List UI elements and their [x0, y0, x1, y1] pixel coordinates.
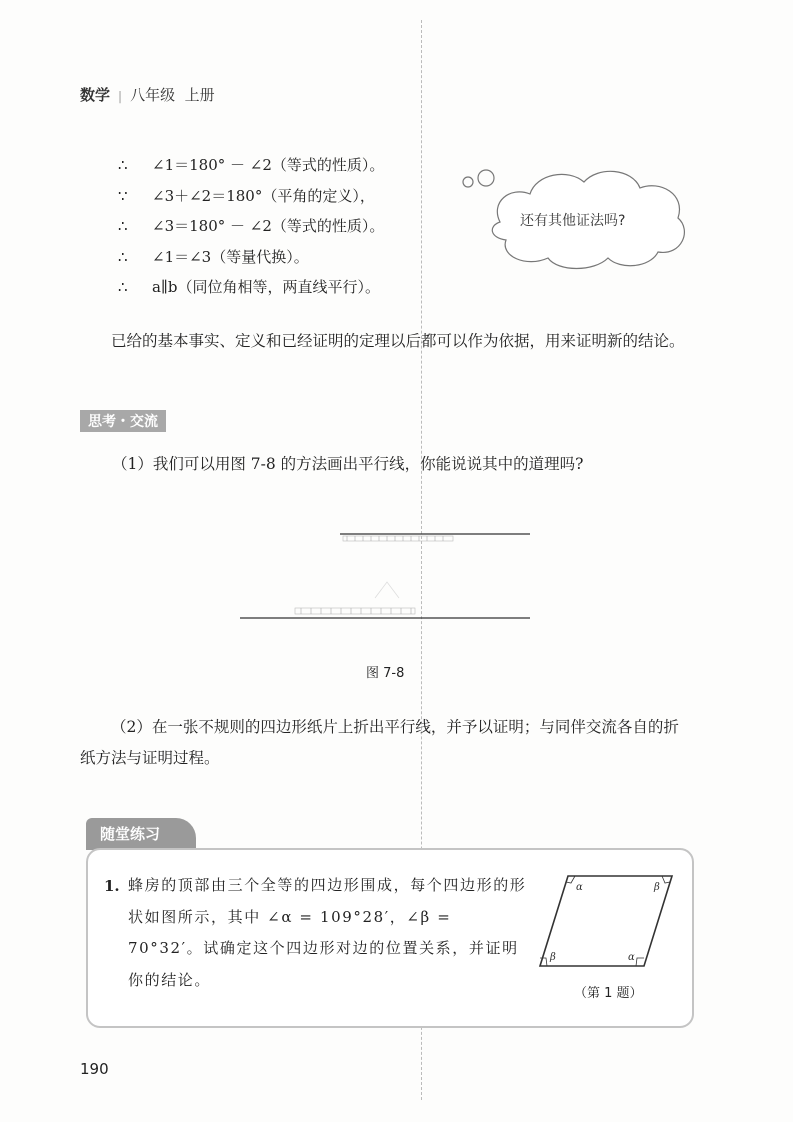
alpha-label-top: α [576, 882, 583, 893]
proof-text: ∠1＝180° － ∠2（等式的性质）。 [152, 156, 385, 174]
page-number: 190 [80, 1060, 109, 1078]
exercise-tab [86, 818, 196, 850]
exercise-tab-label: 随堂练习 [100, 825, 161, 843]
question-1: （1）我们可以用图 7-8 的方法画出平行线，你能说说其中的道理吗? [112, 455, 584, 473]
question-2: （2）在一张不规则的四边形纸片上折出平行线，并予以证明；与同伴交流各自的折纸方法与证明过程。 [80, 718, 679, 767]
proof-text: a∥b（同位角相等，两直线平行）。 [152, 278, 380, 296]
proof-line [118, 211, 384, 242]
thought-bubble-text: 还有其他证法吗? [520, 213, 626, 229]
beta-label-bottom: β [550, 952, 556, 963]
alpha-label-bottom: α [628, 952, 635, 963]
proof-line [118, 272, 384, 303]
proof-symbol: ∴ [118, 217, 128, 235]
proof-symbol: ∴ [118, 156, 128, 174]
exercise-number: 1. [104, 877, 120, 895]
proof-line [118, 150, 384, 181]
think-exchange-tag: 思考・交流 [80, 410, 166, 432]
proof-block [118, 150, 384, 303]
grade-label: 八年级 [130, 86, 176, 104]
proof-text: ∠3＝180° － ∠2（等式的性质）。 [152, 217, 385, 235]
proof-symbol: ∴ [118, 247, 128, 266]
figure-7-8-caption: 图 7-8 [366, 666, 405, 681]
proof-symbol: ∵ [118, 186, 128, 205]
proof-line [118, 242, 384, 273]
figure-7-8-parallel-lines [235, 520, 535, 630]
proof-line [118, 181, 384, 212]
exercise-text: 蜂房的顶部由三个全等的四边形围成，每个四边形的形状如图所示，其中 ∠α = 109°28′，∠β = 70°32′。试确定这个四边形对边的位置关系，并证明你的结论。 [128, 876, 527, 989]
subject-label: 数学 [80, 86, 111, 104]
body-paragraph: 已给的基本事实、定义和已经证明的定理以后都可以作为依据，用来证明新的结论。 [111, 332, 685, 350]
proof-text: ∠3＋∠2＝180°（平角的定义）， [152, 186, 375, 205]
beta-label-top: β [654, 882, 660, 893]
header-separator: | [118, 89, 123, 103]
proof-symbol: ∴ [118, 278, 128, 296]
exercise-figure-caption: （第 1 题） [574, 986, 643, 1001]
page-header [80, 84, 215, 105]
proof-text: ∠1＝∠3（等量代换）。 [152, 247, 309, 266]
parallelogram-figure [536, 868, 676, 978]
volume-label: 上册 [184, 86, 215, 104]
